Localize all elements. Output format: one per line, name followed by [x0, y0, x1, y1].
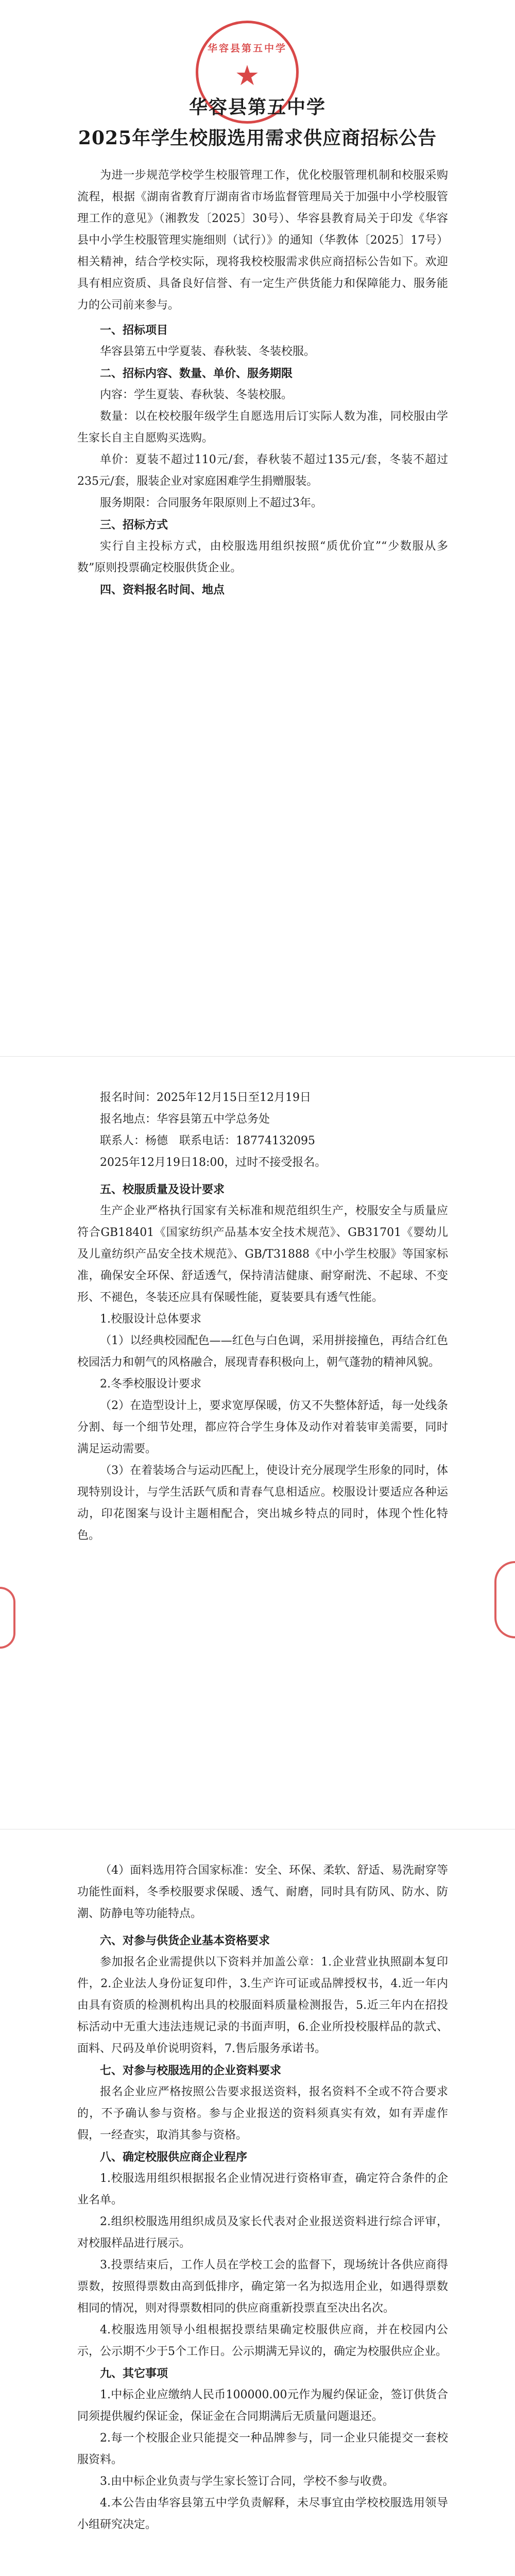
section-heading: 一、招标项目 [100, 324, 168, 337]
section-heading: 九、其它事项 [100, 2367, 168, 2380]
page1-body [77, 165, 448, 601]
section-heading: 四、资料报名时间、地点 [100, 583, 225, 597]
section-heading: 三、招标方式 [100, 518, 168, 532]
riding-seal-fragment-right [494, 1561, 515, 1638]
registration-contact: 联系人：杨德 联系电话：18774132095 [100, 1134, 315, 1147]
section-heading: 七、对参与校服选用的企业资料要求 [100, 2064, 282, 2077]
section-paragraph: 华容县第五中学夏装、春秋装、冬装校服。 [100, 345, 316, 358]
section-paragraph: 实行自主投标方式，由校服选用组织按照“质优价宜”“少数服从多数”原则投票确定校服供货企业。 [77, 540, 448, 574]
section-paragraph: 3.由中标企业负责与学生家长签订合同，学校不参与收费。 [100, 2475, 394, 2488]
school-name: 华容县第五中学 [188, 96, 326, 118]
section-paragraph: 数量：以在校校服年级学生自愿选用后订实际人数为准，同校服由学生家长自主自愿购买选购。 [77, 410, 448, 445]
riding-seal-fragment-left [0, 1587, 15, 1649]
section-paragraph: 1.校服设计总体要求 [100, 1313, 201, 1326]
section-heading: 六、对参与供货企业基本资格要求 [100, 1934, 270, 1947]
section-paragraph: 3.投票结束后，工作人员在学校工会的监督下，现场统计各供应商得票数，按照得票数由高到低排序，确定第一名为拟选用企业，如遇得票数相同的情况，则对得票数相同的供应商重新投票直至决出名次。 [77, 2259, 448, 2315]
section-paragraph: 1.校服选用组织根据报名企业情况进行资格审查，确定符合条件的企业名单。 [77, 2172, 448, 2207]
registration-time: 报名时间：2025年12月15日至12月19日 [100, 1091, 311, 1104]
section-paragraph: 单价：夏装不超过110元/套，春秋装不超过135元/套，冬装不超过235元/套，服装企业对家庭困难学生捐赠服装。 [77, 453, 448, 488]
section-paragraph: （1）以经典校园配色——红色与白色调，采用拼接撞色，再结合红色校园活力和朝气的风格融合，展现青春积极向上，朝气蓬勃的精神风貌。 [77, 1334, 448, 1369]
page3-body [77, 1860, 448, 2536]
section-paragraph: （2）在造型设计上，要求宽厚保暖，仿又不失整体舒适，每一处线条分割、每一个细节处理，都应符合学生身体及动作对着装审美需要，同时满足运动需要。 [77, 1399, 448, 1455]
section-paragraph: 4.校服选用领导小组根据投票结果确定校服供应商，并在校园内公示，公示期不少于5个工作日。公示期满无异议的，确定为校服供应企业。 [77, 2324, 448, 2358]
section-paragraph: 1.中标企业应缴纳人民币100000.00元作为履约保证金，签订供货合同须提供履约保证金，保证金在合同期满后无质量问题退还。 [77, 2388, 448, 2423]
section-paragraph: （4）面料选用符合国家标准：安全、环保、柔软、舒适、易洗耐穿等功能性面料，冬季校服要求保暖、透气、耐磨，同时具有防风、防水、防潮、防静电等功能特点。 [77, 1864, 448, 1920]
section-paragraph: 2.冬季校服设计要求 [100, 1378, 201, 1391]
seal-text: 华容县第五中学 [207, 43, 287, 54]
section-paragraph: 报名企业应严格按照公告要求报送资料，报名资料不全或不符合要求的，不予确认参与资格。参与企业报送的资料须真实有效，如有弄虚作假，一经查实，取消其参与资格。 [77, 2086, 448, 2142]
section-paragraph: 2.每一个校服企业只能提交一种品牌参与，同一企业只能提交一套校服资料。 [77, 2432, 448, 2466]
section-heading: 二、招标内容、数量、单价、服务期限 [100, 367, 293, 380]
section-paragraph: 内容：学生夏装、春秋装、冬装校服。 [100, 388, 293, 401]
announcement-title: 2025年学生校服选用需求供应商招标公告 [78, 127, 437, 149]
registration-deadline: 2025年12月19日18:00，过时不接受报名。 [100, 1156, 327, 1169]
section-paragraph: 服务期限：合同服务年限原则上不超过3年。 [100, 497, 322, 510]
section-heading: 五、校服质量及设计要求 [100, 1183, 225, 1196]
section-paragraph: 参加报名企业需提供以下资料并加盖公章：1.企业营业执照副本复印件，2.企业法人身份证复印件，3.生产许可证或品牌授权书，4.近一年内由具有资质的检测机构出具的校服面料质量检测报告，5.近三年内在招投标活动中无重大违法违规记录的书面声明，6.企业所投校服样品的款式、面料、尺码及单价说明资料，7.售后服务承诺书。 [77, 1956, 448, 2055]
section-paragraph: 2.组织校服选用组织成员及家长代表对企业报送资料进行综合评审，对校服样品进行展示。 [77, 2215, 448, 2250]
section-paragraph: 4.本公告由华容县第五中学负责解释，未尽事宜由学校校服选用领导小组研究决定。 [77, 2497, 448, 2531]
section-paragraph: （3）在着装场合与运动匹配上，使设计充分展现学生形象的同时，体现特别设计，与学生活跃气质和青春气息相适应。校服设计要适应各种运动，印花图案与设计主题相配合，突出城乡特点的同时，体现个性化特色。 [77, 1464, 448, 1542]
registration-place: 报名地点：华容县第五中学总务处 [100, 1113, 270, 1126]
page2-body [77, 1087, 448, 1547]
section-paragraph: 生产企业严格执行国家有关标准和规范组织生产，校服安全与质量应符合GB18401《国家纺织产品基本安全技术规范》、GB31701《婴幼儿及儿童纺织产品安全技术规范》、GB/T31888《中小学生校服》等国家标准，确保安全环保、舒适透气，保持清洁健康、耐穿耐洗、不起球、不变形、不褪色，冬装还应具有保暖性能，夏装要具有透气性能。 [77, 1205, 448, 1304]
seal-star-icon: ★ [234, 59, 260, 92]
section-heading: 八、确定校服供应商企业程序 [100, 2150, 248, 2164]
intro-paragraph: 为进一步规范学校学生校服管理工作，优化校服管理机制和校服采购流程，根据《湖南省教育厅湖南省市场监督管理局关于加强中小学校服管理工作的意见》（湘教发〔2025〕30号）、华容县教育局关于印发《华容县中小学生校服管理实施细则（试行）》的通知（华教体〔2025〕17号）相关精神，结合学校实际，现将我校校服需求供应商招标公告如下。欢迎具有相应资质、具备良好信誉、有一定生产供货能力和保障能力、服务能力的公司前来参与。 [77, 169, 448, 312]
